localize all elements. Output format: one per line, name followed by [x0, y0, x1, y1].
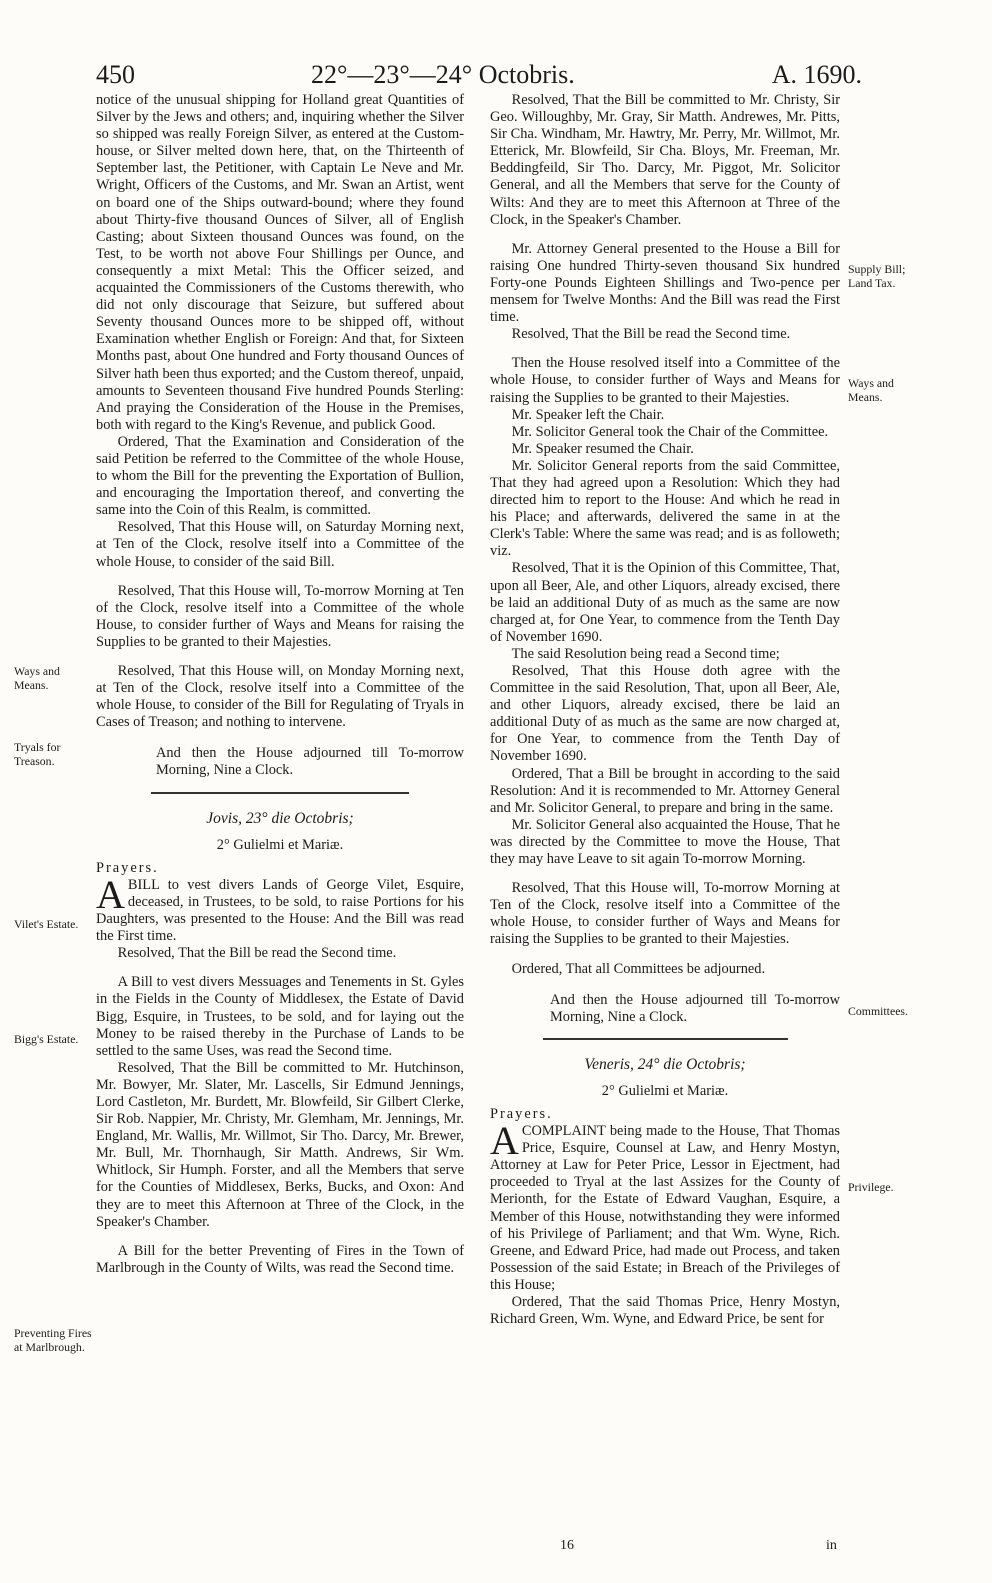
margin-note-biggs-estate: Bigg's Estate.	[14, 1032, 79, 1046]
drop-cap: A	[490, 1118, 519, 1164]
resolution-paragraph: Resolved, That this House will, To-morrow Morning at Ten of the Clock, resolve itself into a Committee of the whole House, to consider further of Ways and Means for raising the Supplies to be granted to their Majesties.	[96, 582, 464, 650]
order-paragraph: Ordered, That the Examination and Consideration of the said Petition be referred to the Committee of the whole House, to whom the Bill for the preventing the Exportation of Bullion, and encouraging the Importation thereof, and converting the same into the Coin of this Realm, is committed.	[96, 433, 464, 519]
proceedings-paragraph: Mr. Speaker left the Chair.	[511, 406, 665, 423]
margin-note-vilets-estate: Vilet's Estate.	[14, 917, 79, 931]
margin-note-privilege: Privilege.	[848, 1180, 894, 1194]
signature-mark: 16	[560, 1538, 574, 1553]
proceedings-paragraph: Mr. Solicitor General took the Chair of the Committee.	[511, 423, 829, 440]
margin-note-ways-means: Ways and Means.	[848, 376, 894, 404]
page-number: 450	[96, 60, 135, 89]
resolution-paragraph: Resolved, That this House will, on Saturday Morning next, at Ten of the Clock, resolve itself into a Committee of the whole House, to consider of the said Bill.	[96, 519, 464, 570]
regnal-year: 2° Gulielmi et Mariæ.	[601, 1082, 729, 1099]
margin-note-committees: Committees.	[848, 1004, 908, 1018]
section-divider	[543, 1038, 788, 1040]
bill-paragraph: A Bill for the better Preventing of Fires in the Town of Marlbrough in the County of Wilts, was read the Second time.	[96, 1242, 464, 1276]
resolution-paragraph: Resolved, That the Bill be read the Second time.	[117, 945, 397, 962]
proceedings-paragraph: Then the House resolved itself into a Committee of the whole House, to consider further of Ways and Means for raising the Supplies to be granted to their Majesties.	[490, 355, 840, 406]
resolution-paragraph: Resolved, That the Bill be read the Second time.	[511, 326, 791, 343]
committee-paragraph: Resolved, That the Bill be committed to Mr. Christy, Sir Geo. Willoughby, Mr. Gray, Sir Matth. Andrewes, Mr. Pitts, Sir Cha. Windham, Mr. Hawtry, Mr. Perry, Mr. Willmot, Mr. Etterick, Mr. Blowfeild, Sir Cha. Bloys, Mr. Freeman, Mr. Beddingfeild, Sir Tho. Darcy, Mr. Piggot, Mr. Solicitor General, and all the Members that serve for the County of Wilts: And they are to meet this Afternoon at Three of the Clock, in the Speaker's Chamber.	[490, 92, 840, 228]
margin-note-ways-means: Ways and Means.	[14, 664, 60, 692]
petition-text: notice of the unusual shipping for Holland great Quantities of Silver by the Jews and others; and, inquiring whether the Silver so shipped was really Foreign Silver, as entered at the Custom-house, or Silver melted down here, that, on the Thirteenth of September last, the Petitioner, with Captain Le Neve and Mr. Wright, Officers of the Customs, and Mr. Swan an Artist, went on board one of the Ships outward-bound; where they found about Thirty-five thousand Ounces of Silver, all of English Casting; about Sixteen thousand Ounces was found, on the Test, to be worth not above Four Shillings per Ounce, and consequently a mixt Metal: This the Officer seized, and acquainted the Commissioners of the Customs therewith, who did not only discourage that Seizure, but suffered about Seventy thousand Ounces more to be shipped off, without Examination whether English or Foreign: And that, for Sixteen Months past, about One hundred and Forty thousand Ounces of Silver hath been thus exported; and the Custom thereof, unpaid, amounts to Seventeen thousand Five hundred Pounds Sterling: And praying the Consideration of the House in the Premises, both with regard to the King's Revenue, and publick Good.	[96, 92, 464, 433]
regnal-year: 2° Gulielmi et Mariæ.	[216, 836, 344, 853]
order-paragraph: Ordered, That all Committees be adjourned.	[511, 960, 766, 977]
adjournment-note: And then the House adjourned till To-morrow Morning, Nine a Clock.	[156, 745, 464, 779]
prayers-heading: Prayers.	[96, 859, 159, 876]
drop-cap: A	[96, 871, 125, 917]
margin-note-preventing-fires: Preventing Fires at Marlbrough.	[14, 1326, 92, 1354]
page-date: 22°—23°—24° Octobris.	[311, 60, 575, 89]
order-paragraph: Ordered, That a Bill be brought in according to the said Resolution: And it is recommended to Mr. Attorney General and Mr. Solicitor General, to prepare and bring in the same.	[490, 765, 840, 816]
report-paragraph: Mr. Solicitor General reports from the said Committee, That they had agreed upon a Resolution: Which they had directed him to report to the House: And which he read in his Place; and afterwards, delivered the same in at the Clerk's Table: Where the same was read; and is as followeth; viz.	[490, 457, 840, 560]
margin-note-supply-bill: Supply Bill; Land Tax.	[848, 262, 906, 290]
adjournment-note: And then the House adjourned till To-morrow Morning, Nine a Clock.	[550, 991, 840, 1025]
bill-paragraph: ABILL to vest divers Lands of George Vilet, Esquire, deceased, in Trustees, to be sold, to raise Portions for his Daughters, was presented to the House: And the Bill was read the First time.	[96, 871, 464, 945]
right-column	[490, 92, 840, 1328]
margin-note-tryals-treason: Tryals for Treason.	[14, 740, 61, 768]
bill-paragraph: A Bill to vest divers Messuages and Tenements in St. Gyles in the Fields in the County of Middlesex, the Estate of David Bigg, Esquire, in Trustees, to be sold, and for laying out the Money to be raised thereby in the Purchase of Lands to be settled to the same Uses, was read the Second time.	[96, 974, 464, 1059]
catchword: in	[826, 1538, 837, 1553]
resolution-paragraph: Resolved, That this House will, on Monday Morning next, at Ten of the Clock, resolve itself into a Committee of the whole House, to consider of the Bill for Regulating of Tryals in Cases of Treason; and nothing to intervene.	[96, 663, 464, 731]
prayers-heading: Prayers.	[490, 1105, 553, 1122]
day-heading: Veneris, 24° die Octobris;	[584, 1055, 746, 1073]
order-paragraph: Ordered, That the said Thomas Price, Henry Mostyn, Richard Green, Wm. Wyne, and Edward Price, be sent for	[490, 1294, 840, 1328]
resolution-paragraph: Resolved, That it is the Opinion of this Committee, That, upon all Beer, Ale, and other Liquors, already excised, there be laid an additional Duty of as much as the same are now charged at, for One Year, to commence from the Tenth Day of November 1690.	[490, 560, 840, 645]
section-divider	[151, 792, 409, 794]
bill-paragraph: Mr. Attorney General presented to the House a Bill for raising One hundred Thirty-seven thousand Six hundred Forty-one Pounds Eighteen Shillings and Two-pence per mensem for Twelve Months: And the Bill was read the First time.	[490, 240, 840, 326]
proceedings-paragraph: Mr. Solicitor General also acquainted the House, That he was directed by the Committee to move the House, That they may have Leave to sit again To-morrow Morning.	[490, 816, 840, 868]
left-column	[96, 92, 464, 1277]
day-heading: Jovis, 23° die Octobris;	[206, 809, 354, 827]
committee-paragraph: Resolved, That the Bill be committed to Mr. Hutchinson, Mr. Bowyer, Mr. Slater, Mr. Lascells, Sir Edmund Jennings, Lord Castleton, Mr. Burdett, Mr. Blowfeild, Sir Gilbert Clerke, Sir Rob. Nappier, Mr. Christy, Mr. Glemham, Mr. Jennings, Mr. England, Mr. Wallis, Mr. Willmot, Sir Tho. Darcy, Mr. Brewer, Mr. Bull, Mr. Thornhaugh, Sir Matth. Andrews, Sir Wm. Whitlock, Sir Humph. Forster, and all the Members that serve for the Counties of Middlesex, Berks, Bucks, and Oxon: And they are to meet this Afternoon at Three of the Clock, in the Speaker's Chamber.	[96, 1059, 464, 1230]
proceedings-paragraph: The said Resolution being read a Second time;	[511, 645, 780, 662]
resolution-paragraph: Resolved, That this House will, To-morrow Morning at Ten of the Clock, resolve itself into a Committee of the whole House, to consider further of Ways and Means for raising the Supplies to be granted to their Majesties.	[490, 880, 840, 948]
proceedings-paragraph: Mr. Speaker resumed the Chair.	[511, 440, 694, 457]
resolution-paragraph: Resolved, That this House doth agree with the Committee in the said Resolution, That, upon all Beer, Ale, and other Liquors, already excised, there be laid an additional Duty of as much as the same are now charged at, for One Year, to commence from the Tenth Day of November 1690.	[490, 663, 840, 765]
complaint-paragraph: ACOMPLAINT being made to the House, That Thomas Price, Esquire, Counsel at Law, and Henry Mostyn, Attorney at Law for Peter Price, Lessor in Ejectment, had proceeded to Tryal at the last Assizes for the County of Merionth, for the Estate of Edward Vaughan, Esquire, a Member of this House, notwithstanding they were informed of his Privilege of Parliament; and that Wm. Wyne, Rich. Greene, and Edward Price, had made out Process, and taken Possession of the said Estate; in Breach of the Privileges of this House;	[490, 1118, 840, 1293]
page-year: A. 1690.	[771, 60, 862, 89]
